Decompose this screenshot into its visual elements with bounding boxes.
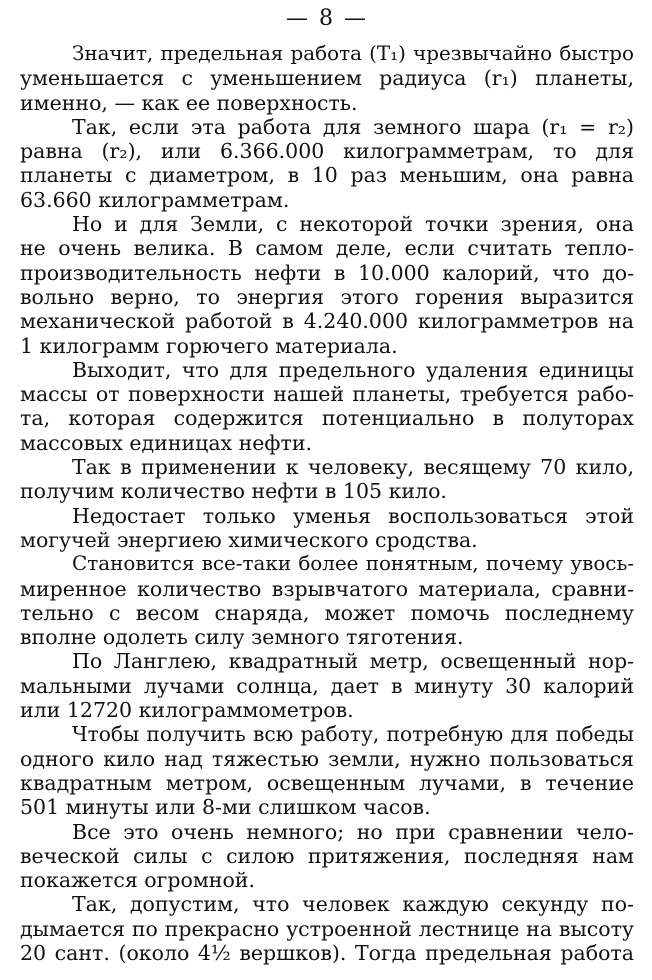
text-line: уменьшается с уменьшением радиуса (r₁) планеты, xyxy=(20,66,634,91)
paragraph xyxy=(20,115,634,212)
text-line: именно, — как ее поверхность. xyxy=(20,90,358,115)
text-line: вольно верно, то энергия этого горения выразится xyxy=(20,284,634,309)
text-line: массовых единицах нефти. xyxy=(20,430,312,455)
paragraph xyxy=(20,892,634,965)
paragraph xyxy=(20,820,634,893)
text-line: Значит, предельная работа (T₁) чрезвычайно быстро xyxy=(72,42,634,65)
text-line: 1 килограмм горючего материала. xyxy=(20,333,398,358)
text-line: равна (r₂), или 6.366.000 килограмметрам, то для xyxy=(20,139,634,164)
text-line: тельно с весом снаряда, может помочь последнему xyxy=(20,600,634,625)
text-line: массы от поверхности нашей планеты, требуется рабо- xyxy=(20,382,634,407)
text-line: квадратным метром, освещенным лучами, в течение xyxy=(20,770,634,795)
paragraph xyxy=(20,504,634,553)
body-text xyxy=(20,42,634,965)
text-line: Так, если эта работа для земного шара (r₁ = r₂) xyxy=(72,114,634,139)
paragraph xyxy=(20,455,634,504)
page-number: — 8 — xyxy=(286,6,368,31)
text-line: мальными лучами солнца, дает в минуту 30 калорий xyxy=(20,673,634,698)
text-line: не очень велика. В самом деле, если считать тепло- xyxy=(20,236,634,261)
text-line: та, которая содержится потенциально в полуторах xyxy=(20,406,634,431)
text-line: Все это очень немного; но при сравнении чело- xyxy=(72,819,634,844)
text-line: планеты с диаметром, в 10 раз меньшим, она равна xyxy=(20,163,634,188)
text-line: Становится все-таки более понятным, почему увось- xyxy=(72,552,634,576)
paragraph xyxy=(20,552,634,649)
text-line: механической работой в 4.240.000 килограмметров на xyxy=(20,309,634,334)
text-line: Но и для Земли, с некоторой точки зрения, она xyxy=(72,212,634,237)
text-line: получим количество нефти в 105 кило. xyxy=(20,479,447,504)
text-line: миренное количество взрывчатого материала, сравни- xyxy=(20,576,634,601)
text-line: дымается по прекрасно устроенной лестнице на высоту xyxy=(20,916,634,941)
text-line: Недостает только уменья воспользоваться этой xyxy=(72,503,634,528)
paragraph xyxy=(20,212,634,358)
text-line: веческой силы с силою притяжения, последняя нам xyxy=(20,843,634,868)
text-line: Выходит, что для предельного удаления единицы xyxy=(72,357,634,382)
text-line: вполне одолеть силу земного тяготения. xyxy=(20,625,464,650)
text-line: покажется огромной. xyxy=(20,868,255,893)
paragraph xyxy=(20,42,634,115)
text-line: одного кило над тяжестью земли, нужно пользоваться xyxy=(20,746,634,771)
text-line: 501 минуты или 8-ми слишком часов. xyxy=(20,795,431,820)
text-line: могучей энергиею химического сродства. xyxy=(20,527,478,552)
text-line: 63.660 килограмметрам. xyxy=(20,187,290,212)
paragraph xyxy=(20,722,634,819)
text-line: По Ланглею, квадратный метр, освещенный нор- xyxy=(72,649,634,674)
text-line: 20 сант. (около 4½ вершков). Тогда предельная работа xyxy=(20,940,634,965)
paragraph xyxy=(20,649,634,722)
text-line: производительность нефти в 10.000 калорий, что до- xyxy=(20,260,634,285)
book-page xyxy=(20,0,634,980)
text-line: Так в применении к человеку, весящему 70 кило, xyxy=(72,455,634,480)
text-line: Так, допустим, что человек каждую секунду по- xyxy=(72,892,634,917)
text-line: Чтобы получить всю работу, потребную для победы xyxy=(72,722,634,747)
paragraph xyxy=(20,358,634,455)
text-line: или 12720 килограммометров. xyxy=(20,698,354,723)
